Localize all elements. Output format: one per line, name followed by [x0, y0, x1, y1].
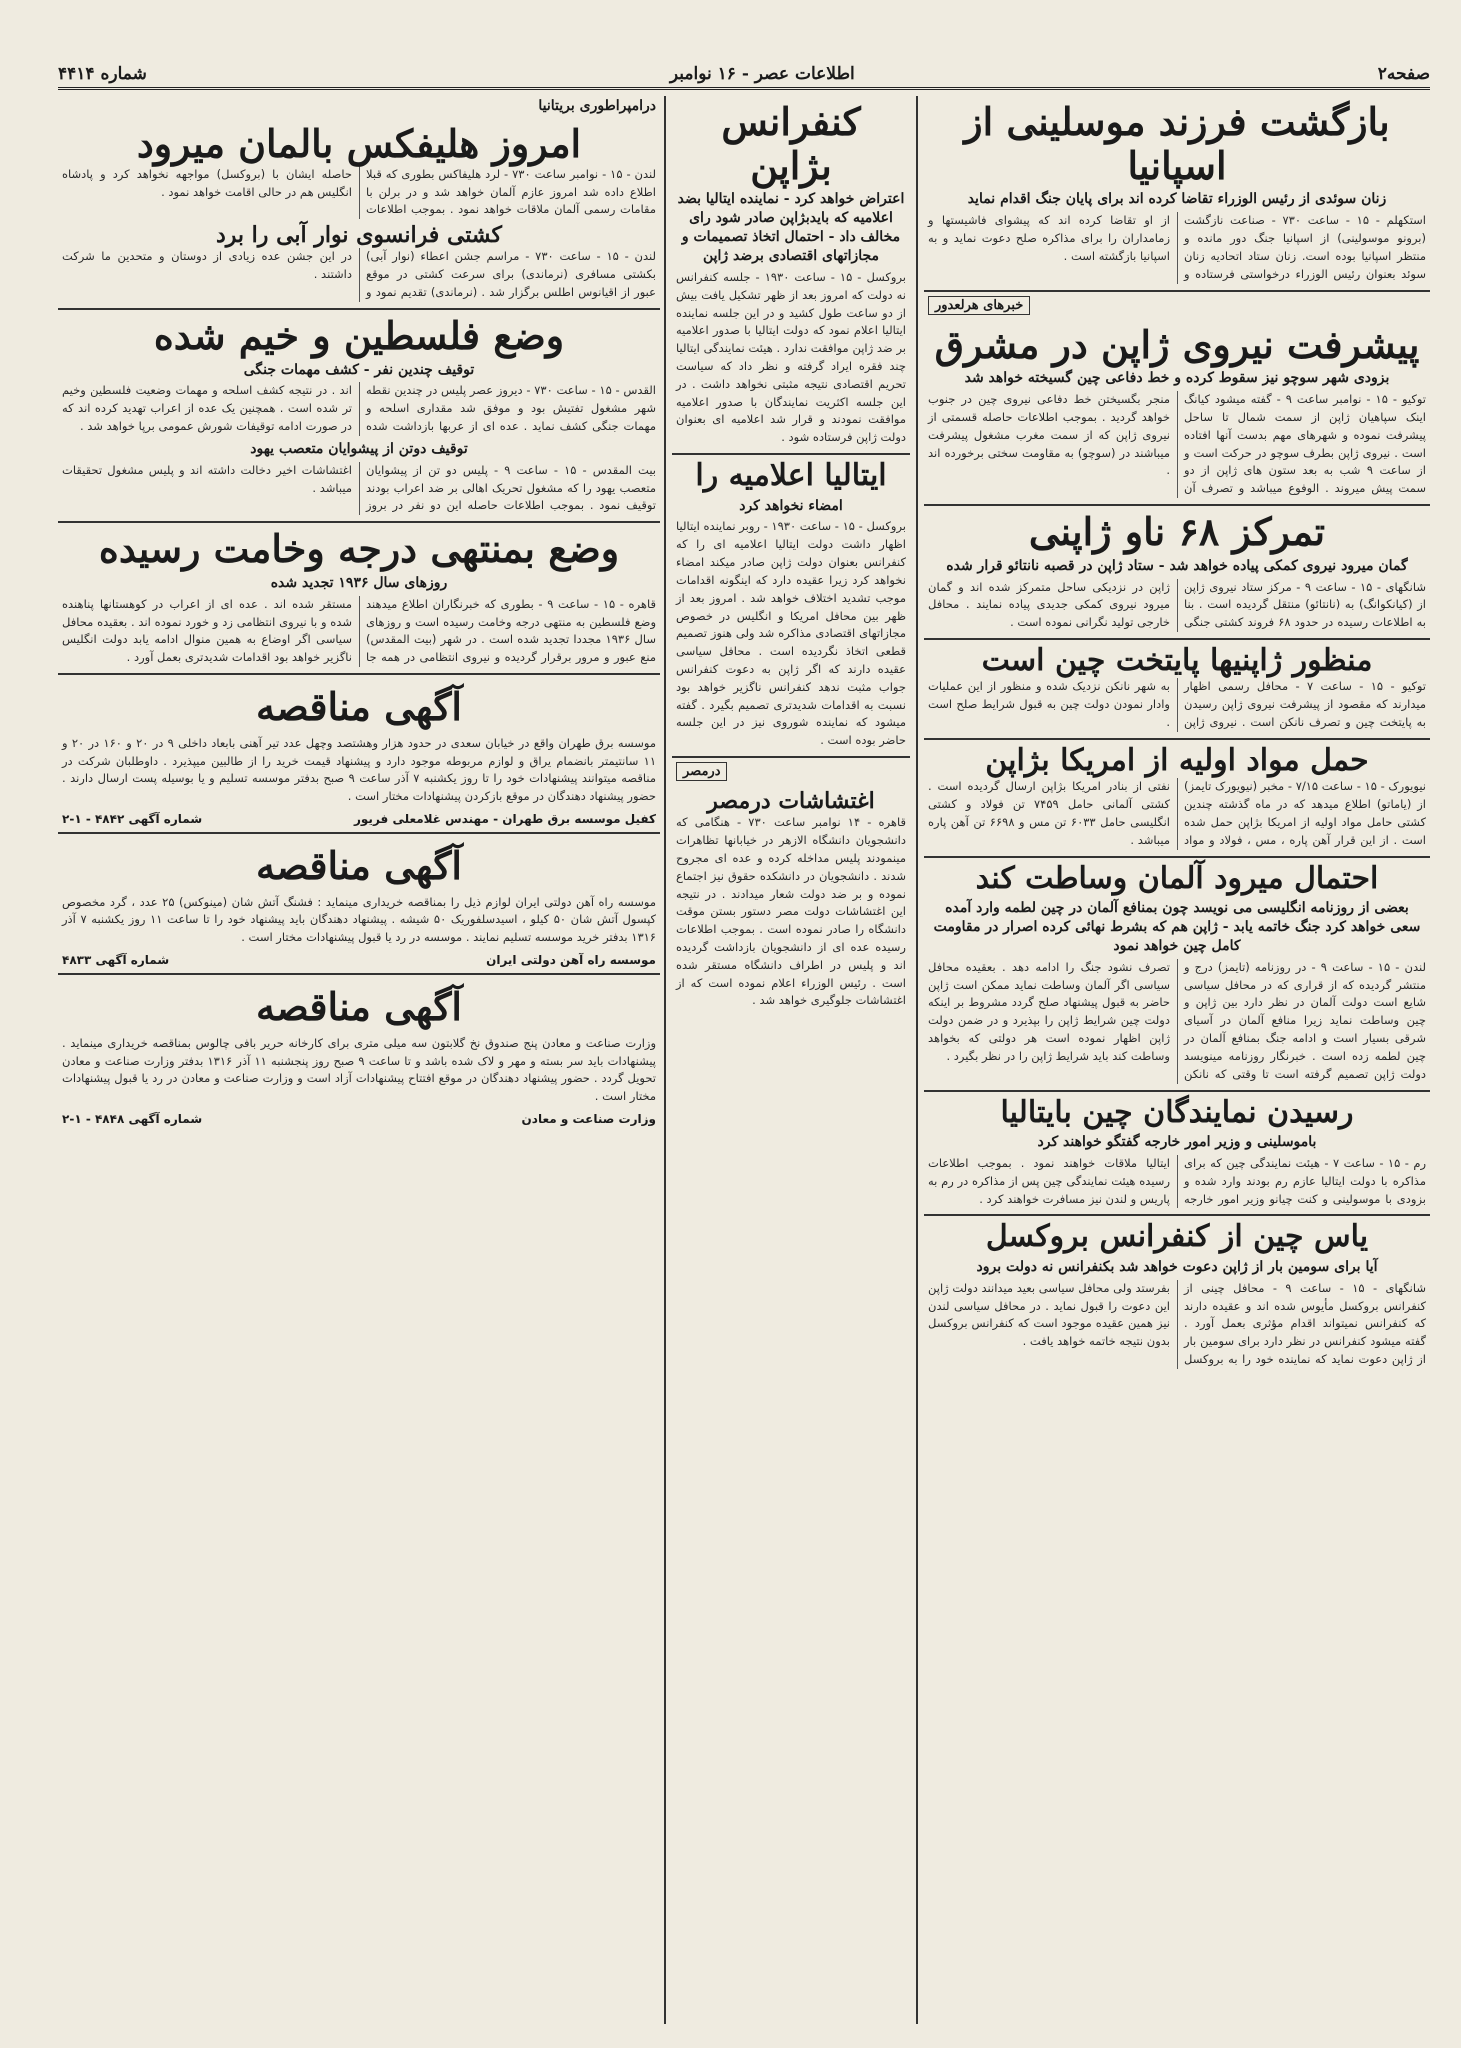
article-halifax: [58, 118, 660, 310]
article-body: لندن - ۱۵ - ساعت ۹ - در روزنامه (تایمز) درج و منتشر گردیده که از قراری که در محافل سیاسی شایع است دولت آلمان در نظر دارد بین ژاپن و چین وساطت نماید زیرا منافع آلمان در آسیای شرقی بسیار است و ادامه جنگ بمنافع آلمان در چین لطمه زده است . خبرنگار روزنامه مینویسد دولت ژاپن تصمیم گرفته است تا وقتی که نانکن تصرف نشود جنگ را ادامه دهد . بعقیده محافل سیاسی اگر آلمان وساطت نماید ممکن است ژاپن حاضر به قبول پیشنهاد صلح گردد مشروط بر اینکه دولت چین شرایط ژاپن را بپذیرد و در ضمن دولت ژاپن اظهار نموده است هر دولتی که بخواهد وساطت کند باید شرایط ژاپن را در نظر بگیرد .: [928, 959, 1426, 1081]
subheadline: توقیف چندین نفر - کشف مهمات جنگی: [243, 361, 475, 378]
article-worst-situation: [58, 523, 660, 675]
headline: ایتالیا اعلامیه را: [695, 458, 887, 494]
article-japan-goal: [924, 640, 1430, 740]
article-germany-mediation: [924, 858, 1430, 1092]
article-body: لندن - ۱۵ - ساعت ۷۳۰ - مراسم جشن اعطاء (نوار آبی) بکشتی مسافری (نرماندی) برای سرعت کشتی در موقع عبور از اقیانوس اطلس برگزار شد . (نرماندی) تقدیم نمود و در این جشن عده زیادی از دوستان و متحدین ما شرکت داشتند .: [62, 249, 656, 300]
headline: یاس چین از کنفرانس بروکسل: [985, 1219, 1369, 1255]
article-body: استکهلم - ۱۵ - ساعت ۷۳۰ - صناعت نازگشت (برونو موسولینی) از اسپانیا جنگ دور مانده و منتظر اسپانیا بوده است. زنان ستاد اتحادیه زنان سوئد بعنوان رئیس الوزراء درخواستی فرستاده و از او تقاضا کرده اند که پیشوای فاشیستها و زمامداران را برای مذاکره صلح دعوت نماید و به اسپانیا بازگشته است .: [928, 213, 1427, 281]
masthead-center: اطلاعات عصر - ۱۶ نوامبر: [669, 63, 855, 84]
middle-column: [672, 96, 910, 2024]
headline: آگهی مناقصه: [256, 984, 462, 1030]
headline: احتمال میرود آلمان وساطت کند: [975, 860, 1379, 896]
article-egypt-unrest: [672, 785, 910, 1016]
issue-number: شماره ۴۴۱۴: [58, 63, 147, 84]
headline: کنفرانس بژاپن: [721, 99, 861, 188]
article-brussels-despair: [924, 1216, 1430, 1374]
article-body: شانگهای - ۱۵ - ساعت ۹ - محافل چینی از کنفرانس بروکسل مأیوس شده اند و عقیده دارند که کنفرانس نمیتواند اقدام مؤثری بعمل آورد . گفته میشود کنفرانس در نظر دارد برای سومین بار از ژاپن دعوت نماید که نماینده خود را به بروکسل بفرستد ولی محافل سیاسی بعید میدانند دولت ژاپن این دعوت را قبول نماید . در محافل سیاسی لندن نیز همین عقیده موجود است که کنفرانس بروکسل بدون نتیجه خاتمه خواهد یافت .: [928, 1280, 1426, 1366]
masthead: [58, 60, 1430, 90]
headline: امروز هلیفکس بالمان میرود: [136, 121, 582, 166]
article-chinese-delegates: [924, 1092, 1430, 1217]
subheadline: گمان میرود نیروی کمکی پیاده خواهد شد - ستاد ژاپن در قصبه نانتائو قرار شده: [946, 557, 1408, 574]
section-tag: خبرهای هرلعدور: [928, 296, 1030, 315]
article-body: لندن - ۱۵ - نوامبر ساعت ۷۳۰ - لرد هلیفاکس بطوری که قبلا اطلاع داده شد امروز عازم آلمان خواهد شد و در برلن با مقامات رسمی آلمان ملاقات خواهد نمود . بموجب اطلاعات حاصله ایشان با (بروکسل) مواجهه نخواهد کرد و پادشاه انگلیس هم در حالی اقامت خواهد نمود .: [62, 166, 656, 217]
article-mussolini-son: [924, 96, 1430, 292]
ad-body: موسسه راه آهن دولتی ایران لوازم ذیل را بمناقصه خریداری مینماید : فشنگ آتش شان (مینوکس) ۲۵ عدد ، گرد مخصوص کپسول آتش شان ۵۰ کیلو ، اسیدسلفوریک ۵۰ شیشه . پیشنهاد دهندگان باید پیشنهاد خود را تا ساعت ۱۱ روز یکشنبه ۷ آذر ۱۳۱۶ بدفتر خرید موسسه تسلیم نمایند . موسسه در رد یا قبول پیشنهادات مختار است .: [62, 894, 657, 945]
headline: آگهی مناقصه: [256, 684, 462, 730]
article-body: شانگهای - ۱۵ - ساعت ۹ - مرکز ستاد نیروی ژاپن از (کیانکوانگ) به (نانتائو) منتقل گردیده است . بنا به اطلاعات رسیده در حدود ۶۸ فروند کشتی جنگی ژاپن در نزدیکی ساحل متمرکز شده اند و گمان میرود نیروی کمکی جدیدی پیاده نمایند . محافل خارجی تولید نگرانی نموده است .: [928, 579, 1427, 630]
column-rule: [664, 96, 666, 2024]
headline: بازگشت فرزند موسلینی از اسپانیا: [964, 99, 1390, 188]
article-italy-declaration: [672, 455, 910, 758]
headline: وضع بمنتهی درجه وخامت رسیده: [98, 526, 620, 572]
headline: پیشرفت نیروی ژاپن در مشرق: [934, 321, 1420, 367]
article-body: توکیو - ۱۵ - ساعت ۷ - محافل رسمی اظهار میدارند که مقصود از پیشرفت نیروی ژاپن رسیدن به پایتخت چین و تصرف نانکن است . نیروی ژاپن به شهر نانکن نزدیک شده و منظور از این عملیات وادار نمودن دولت چین به قبول شرایط صلح است .: [928, 679, 1426, 730]
subheadline: زنان سوئدی از رئیس الوزراء تقاضا کرده اند برای پایان جنگ اقدام نماید: [967, 191, 1387, 208]
left-column: [58, 96, 660, 2024]
headline: کشتی فرانسوی نوار آبی را برد: [215, 222, 503, 249]
headline: رسیدن نمایندگان چین بایتالیا: [1000, 1094, 1354, 1130]
subheadline: توقیف دوتن از پیشوایان متعصب یهود: [250, 440, 468, 457]
ad-number: شماره آگهی ۴۸۴۲ - ۱-۲: [62, 811, 203, 826]
article-raw-materials: [924, 740, 1430, 858]
subheadline: اعتراض خواهد کرد - نماینده ایتالیا بضد اعلامیه که بایدبژاپن صادر شود رای مخالف داد - احتمال اتخاذ تصمیمات و مجازاتهای اقتصادی برضد ژاپن: [677, 191, 905, 265]
subheadline: آیا برای سومین بار از ژاپن دعوت خواهد شد بکنفرانس نه دولت برود: [976, 1258, 1378, 1275]
article-body: قاهره - ۱۵ - ساعت ۹ - بطوری که خبرنگاران اطلاع میدهند وضع فلسطین به منتهی درجه وخامت رسیده است و روزهای سال ۱۹۳۶ مجددا تجدید شده است . در شهر (بیت المقدس) منع عبور و مرور برقرار گردیده و نیروی انتظامی در همه جا مستقر شده اند . عده ای از اعراب در کوهستانها پناهنده شده و با نیروی انتظامی زد و خورد نموده اند . بعقیده محافل سیاسی اگر اوضاع به همین منوال ادامه یابد دولت انگلیس ناگزیر خواهد بود اقدامات شدیدتری بعمل آورد .: [62, 596, 656, 665]
ad-signature: کفیل موسسه برق طهران - مهندس غلامعلی فریور: [354, 811, 656, 826]
right-column: [924, 96, 1430, 2024]
ad-tender-electricity: [58, 675, 660, 834]
article-body: قاهره - ۱۴ نوامبر ساعت ۷۳۰ - هنگامی که دانشجویان دانشگاه الازهر در خیابانها تظاهرات مینمودند پلیس مداخله کرده و عده ای مجروح شدند . دانشجویان در دانشکده حقوق نیز اجتماع نموده و بر ضد دولت شعار میدادند . در نتیجه این اغتشاشات دولت مصر دستور بستن موقت دانشگاه را صادر نموده است . بموجب اطلاعات رسیده عده ای از دانشجویان بازداشت گردیده اند و پلیس در اطراف دانشگاه مستقر شده است . رئیس الوزراء اعلام نموده است که از اغتشاشات جلوگیری خواهد شد .: [676, 815, 906, 1008]
article-body: بیت المقدس - ۱۵ - ساعت ۹ - پلیس دو تن از پیشوایان متعصب یهود را که مشغول تحریک اهالی بر ضد اعراب بودند توقیف نمود . بموجب اطلاعات حاصله این دو نفر در بروز اغتشاشات اخیر دخالت داشته اند و پلیس مشغول تحقیقات میباشد .: [62, 462, 656, 513]
subheadline: روزهای سال ۱۹۳۶ تجدید شده: [270, 574, 448, 591]
ad-signature: موسسه راه آهن دولتی ایران: [486, 953, 656, 968]
page-label: صفحه۲: [1377, 63, 1430, 84]
headline: وضع فلسطین و خیم شده: [153, 312, 565, 358]
subheadline: امضاء نخواهد کرد: [739, 497, 843, 514]
headline: اغتشاشات درمصر: [707, 788, 875, 815]
ad-tender-railway: [58, 834, 660, 975]
article-palestine: [58, 310, 660, 523]
article-body: نیویورک - ۱۵ - ساعت ۷/۱۵ - مخبر (نیویورک تایمز) از (یاماتو) اطلاع میدهد که در ماه گذشته چندین کشتی حامل مواد اولیه از امریکا بژاپن حمل شده است . از این قرار آهن پاره ، مس ، فولاد و مواد نفتی از بنادر امریکا بژاپن ارسال گردیده است . کشتی آلمانی حامل ۷۴۵۹ تن فولاد و کشتی انگلیسی حامل ۶۰۳۳ تن مس و ۶۶۹۸ تن آهن پاره میباشد .: [928, 779, 1426, 847]
subheadline: بزودی شهر سوچو نیز سقوط کرده و خط دفاعی چین گسیخته خواهد شد: [964, 370, 1390, 387]
headline: آگهی مناقصه: [256, 842, 462, 888]
article-body: القدس - ۱۵ - ساعت ۷۳۰ - دیروز عصر پلیس در چندین نقطه شهر مشغول تفتیش بود و موفق شد مقداری اسلحه و مهمات جنگی کشف نماید . عده ای از عربها بازداشت شده اند . در نتیجه کشف اسلحه و مهمات وضعیت فلسطین وخیم تر شده است . همچنین یک عده از اعراب تهدید کرده اند که در صورت ادامه توقیفات شورش عمومی برپا خواهد شد .: [62, 383, 656, 434]
headline: تمرکز ۶۸ ناو ژاپنی: [1028, 508, 1326, 554]
column-rule: [916, 96, 918, 2024]
subheadline: بعضی از روزنامه انگلیسی می نویسد چون بمنافع آلمان در چین لطمه وارد آمده سعی خواهد کرد جنگ خاتمه یابد - ژاپن هم که بشرط نهائی کرده اصرار در مقاومت کامل چین خواهد نمود: [933, 900, 1421, 954]
article-68-ships: [924, 506, 1430, 640]
section-tag: درمصر: [676, 762, 727, 781]
ad-number: شماره آگهی ۴۸۴۸ - ۱-۲: [62, 1112, 203, 1127]
article-conference-japan: [672, 96, 910, 455]
headline: منظور ژاپنیها پایتخت چین است: [981, 642, 1373, 678]
article-body: رم - ۱۵ - ساعت ۷ - هیئت نمایندگی چین که برای مذاکره با دولت ایتالیا عازم رم بودند وارد شده و بزودی با موسولینی و کنت چیانو وزیر امور خارجه ایتالیا ملاقات خواهند نمود . بموجب اطلاعات رسیده هیئت نمایندگی چین پس از مذاکره در رم به پاریس و لندن نیز مسافرت خواهند کرد .: [928, 1155, 1426, 1206]
ad-body: وزارت صناعت و معادن پنج صندوق نخ گلابتون سه میلی متری برای کارخانه حریر بافی چالوس بمناقصه خریداری مینماید . پیشنهادات باید سر بسته و مهر و لاک شده باشد و تا ساعت ۹ صبح روز پنجشنبه ۱۱ آذر ۱۳۱۶ بدفتر وزارت صناعت و معادن تحویل گردد . حضور پیشنهاد دهندگان در موقع افتتاح پیشنهادات آزاد است و وزارت صناعت و معادن در رد یا قبول پیشنهادات مختار است .: [62, 1035, 656, 1104]
newspaper-page: [58, 60, 1430, 2024]
article-body: توکیو - ۱۵ - نوامبر ساعت ۹ - گفته میشود کیانگ اینک سپاهیان ژاپن از سمت شمال تا ساحل پیشرفت نموده و شهرهای مهم بدست آنها افتاده است . نیروی ژاپن بطرف سوچو در حرکت است و از ساعت ۹ شب به بعد ستون های ژاپن از دو سمت پیش میروند . الوفوع میباشد و تصرف آن منجر بگسیختن خط دفاعی نیروی چین در جنوب خواهد گردید . بموجب اطلاعات حاصله قسمتی از نیروی ژاپن که از سمت مغرب مشغول پیشرفت میباشند در (سوچو) به مقاومت سختی برخورده اند .: [928, 392, 1427, 496]
headline: حمل مواد اولیه از امریکا بژاپن: [985, 742, 1369, 778]
subheadline: باموسلینی و وزیر امور خارجه گفتگو خواهند کرد: [1037, 1134, 1317, 1151]
ad-body: موسسه برق طهران واقع در خیابان سعدی در حدود هزار وهشتصد وچهل عدد تیر آهنی بابعاد داخلی ۹ در ۲۰ و ۱۶۰ در ۲۰ و ۱۱ سانتیمتر بانضمام یراق و لوازم مربوطه موجود دارد و پیشنهاد قیمت خرید را از طالبین میپذیرد . داوطلبان شرکت در مناقصه میتوانند پیشنهادات خود را تا روز یکشنبه ۷ آذر ساعت ۹ صبح بدفتر موسسه تسلیم و یا بوسیله پست ارسال دارند . حضور پیشنهاد دهندگان در موقع بازکردن پیشنهادات مختار است .: [62, 735, 656, 804]
ad-signature: وزارت صناعت و معادن: [521, 1112, 656, 1127]
ad-number: شماره آگهی ۴۸۳۳: [62, 953, 170, 968]
article-body: بروکسل - ۱۵ - ساعت ۱۹۳۰ - جلسه کنفرانس نه دولت که امروز بعد از ظهر تشکیل یافت بیش از دو ساعت طول کشید و در این جلسه نماینده ایتالیا اعلام نمود که دولت ایتالیا با صدور اعلامیه بر ضد ژاپن موافقت ندارد . هیئت نمایندگی ایتالیا چند فقره ایراد گرفته و نظر داد که سیاست تحریم اقتصادی نتیجه مثبتی نخواهد داشت . در این جلسه اکثریت نمایندگان با صدور اعلامیه موافقت نمودند و قرار شد اعلامیه ای بعنوان دولت ژاپن فرستاده شود .: [676, 269, 906, 445]
section-tag: درامپراطوری بریتانیا: [538, 98, 656, 114]
ad-tender-industry: [58, 975, 660, 1132]
article-body: بروکسل - ۱۵ - ساعت ۱۹۳۰ - روبر نماینده ایتالیا اظهار داشت دولت ایتالیا اعلامیه ای را که کنفرانس بعنوان دولت ژاپن صادر میکند امضاء نخواهد کرد زیرا عقیده دارد که اینگونه اقدامات موجب تشدید اختلاف خواهد شد . امروز بعد از ظهر بین محافل امریکا و انگلیس در خصوص مجازاتهای اقتصادی مذاکره شد ولی هنوز تصمیم قطعی اتخاذ نگردیده است . محافل سیاسی عقیده دارند که اگر ژاپن به دعوت کنفرانس جواب مثبت ندهد کنفرانس ناگزیر خواهد بود نسبت به اقدامات شدیدتری تصمیم بگیرد . گفته میشود که نماینده شوروی نیز در این جلسه حاضر بوده است .: [676, 519, 906, 748]
article-japan-advance: [924, 319, 1430, 506]
